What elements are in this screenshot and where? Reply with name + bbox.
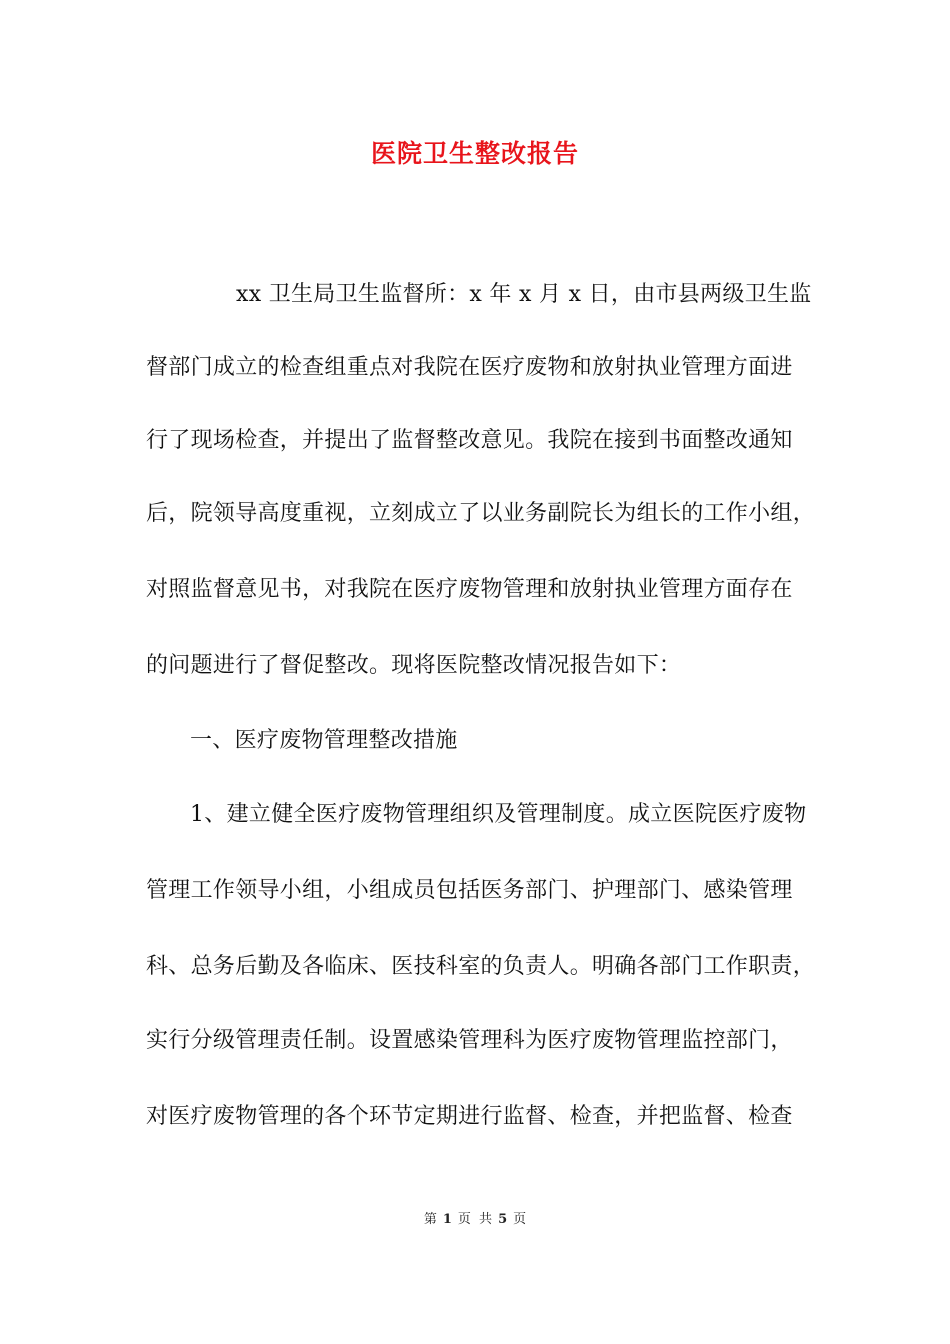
document-title: 医院卫生整改报告 xyxy=(370,139,579,168)
footer-total-pages: 5 xyxy=(498,1212,508,1227)
paragraph-line: 的问题进行了督促整改。现将医院整改情况报告如下： xyxy=(146,653,682,678)
paragraph-line: xx 卫生局卫生监督所：x 年 x 月 x 日，由市县两级卫生监 xyxy=(236,282,812,307)
paragraph-line: 行了现场检查，并提出了监督整改意见。我院在接到书面整改通知 xyxy=(146,428,793,453)
paragraph-line: 对照监督意见书，对我院在医疗废物管理和放射执业管理方面存在 xyxy=(146,577,793,602)
footer-prefix: 第 xyxy=(423,1212,437,1227)
paragraph-line: 后，院领导高度重视，立刻成立了以业务副院长为组长的工作小组， xyxy=(146,501,816,526)
paragraph-line: 科、总务后勤及各临床、医技科室的负责人。明确各部门工作职责， xyxy=(146,954,816,979)
paragraph-line: 管理工作领导小组，小组成员包括医务部门、护理部门、感染管理 xyxy=(146,878,793,903)
footer-page-number: 1 xyxy=(442,1212,452,1227)
section-heading: 一、医疗废物管理整改措施 xyxy=(190,728,458,753)
paragraph-line: 对医疗废物管理的各个环节定期进行监督、检查，并把监督、检查 xyxy=(146,1104,793,1129)
paragraph-line: 实行分级管理责任制。设置感染管理科为医疗废物管理监控部门， xyxy=(146,1028,793,1053)
footer-middle: 页 共 xyxy=(457,1212,493,1227)
footer-suffix: 页 xyxy=(513,1212,527,1227)
paragraph-line: 1、建立健全医疗废物管理组织及管理制度。成立医院医疗废物 xyxy=(190,802,807,827)
page-footer xyxy=(0,1208,950,1227)
paragraph-line: 督部门成立的检查组重点对我院在医疗废物和放射执业管理方面进 xyxy=(146,355,793,380)
